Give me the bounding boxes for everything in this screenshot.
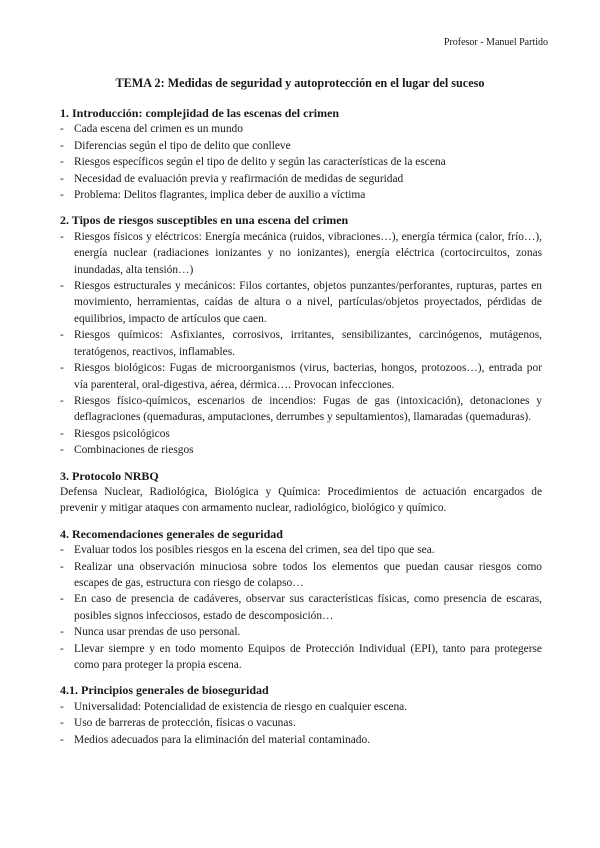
document-body xyxy=(60,105,542,757)
section-paragraph: Defensa Nuclear, Radiológica, Biológica y Química: Procedimientos de actuación encargados de prevenir y mitigar ataques con armamento nuclear, radiológico, biológico y químico. xyxy=(60,485,542,515)
section-introduccion xyxy=(60,105,542,203)
list-item: - Nunca usar prendas de uso personal. xyxy=(60,624,542,640)
section-tipos-riesgos xyxy=(60,212,542,458)
page-header: Profesor - Manuel Partido xyxy=(443,37,548,48)
section-title: 2. Tipos de riesgos susceptibles en una escena del crimen xyxy=(60,213,349,228)
list-item: - Medios adecuados para la eliminación del material contaminado. xyxy=(60,732,542,748)
list-item: - Cada escena del crimen es un mundo xyxy=(60,121,542,137)
section-title: 4.1. Principios generales de bioseguridad xyxy=(60,683,269,698)
section-protocolo-nrbq xyxy=(60,468,542,517)
list-item: - Riesgos físicos y eléctricos: Energía mecánica (ruidos, vibraciones…), energía térmica (calor, frío…), energía nuclear (radiaciones ionizantes y no ionizantes), energía eléctrica (cortocircuitos, zonas inundadas, alta tensión…) xyxy=(60,229,542,278)
list-item: - Llevar siempre y en todo momento Equipos de Protección Individual (EPI), tanto para protegerse como para proteger la propia escena. xyxy=(60,641,542,674)
section-title: 4. Recomendaciones generales de seguridad xyxy=(60,526,283,541)
bullet-list xyxy=(60,121,542,203)
list-item: - Riesgos estructurales y mecánicos: Filos cortantes, objetos punzantes/perforantes, rupturas, partes en movimiento, herramientas, caídas de altura o a nivel, partículas/objetos proyectados, pérdidas de equilibrios, impacto de artículos que caen. xyxy=(60,278,542,327)
bullet-list xyxy=(60,229,542,459)
list-item: - Combinaciones de riesgos xyxy=(60,442,542,458)
page-title: TEMA 2: Medidas de seguridad y autoprotección en el lugar del suceso xyxy=(115,76,485,90)
list-item: - En caso de presencia de cadáveres, observar sus características físicas, como presencia de escaras, posibles signos infecciosos, estado de descomposición… xyxy=(60,591,542,624)
bullet-list xyxy=(60,699,542,748)
section-title: 3. Protocolo NRBQ xyxy=(60,468,159,483)
list-item: - Problema: Delitos flagrantes, implica deber de auxilio a víctima xyxy=(60,187,542,203)
list-item: - Riesgos psicológicos xyxy=(60,426,542,442)
list-item: - Evaluar todos los posibles riesgos en la escena del crimen, sea del tipo que sea. xyxy=(60,542,542,558)
list-item: - Diferencias según el tipo de delito que conlleve xyxy=(60,138,542,154)
list-item: - Riesgos físico-químicos, escenarios de incendios: Fugas de gas (intoxicación), detonaciones y deflagraciones (quemaduras, amputaciones, derrumbes y sepultamientos), llamaradas (quemaduras). xyxy=(60,393,542,426)
list-item: - Universalidad: Potencialidad de existencia de riesgo en cualquier escena. xyxy=(60,699,542,715)
bullet-list xyxy=(60,542,542,673)
list-item: - Uso de barreras de protección, físicas o vacunas. xyxy=(60,715,542,731)
list-item: - Realizar una observación minuciosa sobre todos los elementos que puedan causar riesgos como escapes de gas, estructura con riesgo de colapso… xyxy=(60,559,542,592)
list-item: - Necesidad de evaluación previa y reafirmación de medidas de seguridad xyxy=(60,171,542,187)
section-title: 1. Introducción: complejidad de las escenas del crimen xyxy=(60,106,340,120)
section-recomendaciones xyxy=(60,526,542,674)
list-item: - Riesgos biológicos: Fugas de microorganismos (virus, bacterias, hongos, protozoos…), entrada por vía parenteral, oral-digestiva, aérea, dérmica…. Provocan infecciones. xyxy=(60,360,542,393)
list-item: - Riesgos específicos según el tipo de delito y según las características de la escena xyxy=(60,154,542,170)
list-item: - Riesgos químicos: Asfixiantes, corrosivos, irritantes, sensibilizantes, carcinógenos, mutágenos, teratógenos, reactivos, inflamables. xyxy=(60,327,542,360)
section-bioseguridad xyxy=(60,682,542,748)
